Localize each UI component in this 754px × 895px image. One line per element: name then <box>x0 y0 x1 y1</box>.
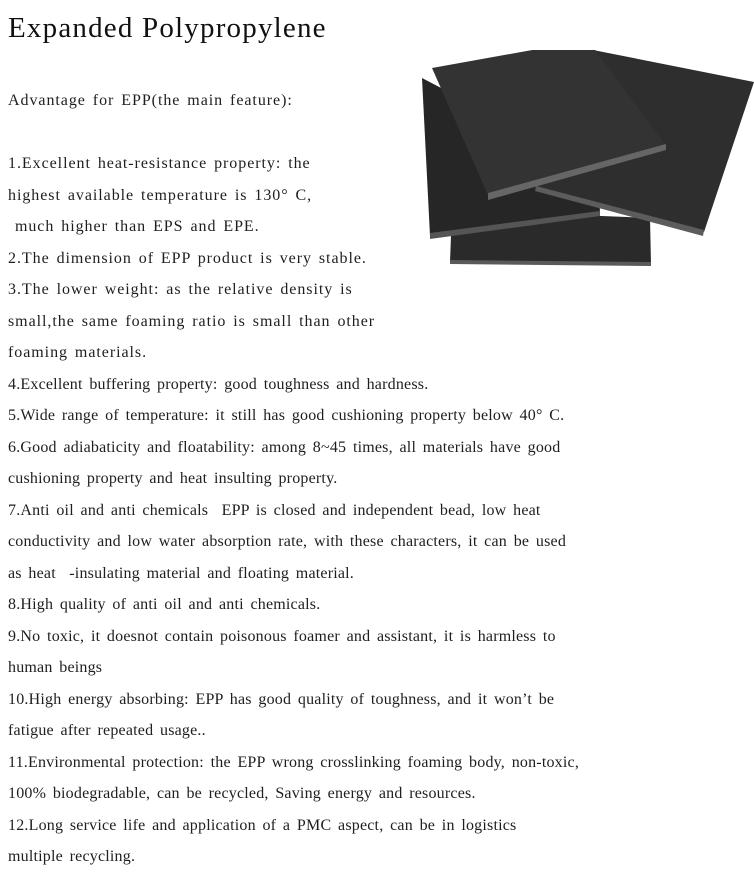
list-line: 6.Good adiabaticity and floatability: among 8~45 times, all materials have good <box>8 439 561 456</box>
list-line: 100% biodegradable, can be recycled, Saving energy and resources. <box>8 785 476 802</box>
list-line: 5.Wide range of temperature: it still has good cushioning property below 40° C. <box>8 407 565 424</box>
list-line: highest available temperature is 130° C, <box>8 187 313 204</box>
list-line: 8.High quality of anti oil and anti chemicals. <box>8 596 321 613</box>
list-line: 3.The lower weight: as the relative density is <box>8 281 353 298</box>
list-line: foaming materials. <box>8 344 148 361</box>
list-line: multiple recycling. <box>8 848 136 865</box>
list-line: 9.No toxic, it doesnot contain poisonous foamer and assistant, it is harmless to <box>8 628 556 645</box>
list-line: 10.High energy absorbing: EPP has good quality of toughness, and it won’t be <box>8 691 555 708</box>
list-line: as heat -insulating material and floating material. <box>8 565 355 582</box>
list-line: 1.Excellent heat-resistance property: the <box>8 155 311 172</box>
list-line: human beings <box>8 659 103 676</box>
list-line: 4.Excellent buffering property: good toughness and hardness. <box>8 376 429 393</box>
intro-text: Advantage for EPP(the main feature): <box>8 92 293 109</box>
list-line: cushioning property and heat insulting property. <box>8 470 338 487</box>
list-line: conductivity and low water absorption rate, with these characters, it can be used <box>8 533 567 550</box>
product-photo <box>418 50 754 272</box>
list-line: 12.Long service life and application of a PMC aspect, can be in logistics <box>8 817 517 834</box>
list-line: 7.Anti oil and anti chemicals EPP is closed and independent bead, low heat <box>8 502 541 519</box>
page-title: Expanded Polypropylene <box>8 12 327 44</box>
list-line: 2.The dimension of EPP product is very stable. <box>8 250 367 267</box>
list-line: much higher than EPS and EPE. <box>8 218 260 235</box>
list-line: small,the same foaming ratio is small than other <box>8 313 376 330</box>
list-line: 11.Environmental protection: the EPP wrong crosslinking foaming body, non-toxic, <box>8 754 580 771</box>
list-line: fatigue after repeated usage.. <box>8 722 206 739</box>
